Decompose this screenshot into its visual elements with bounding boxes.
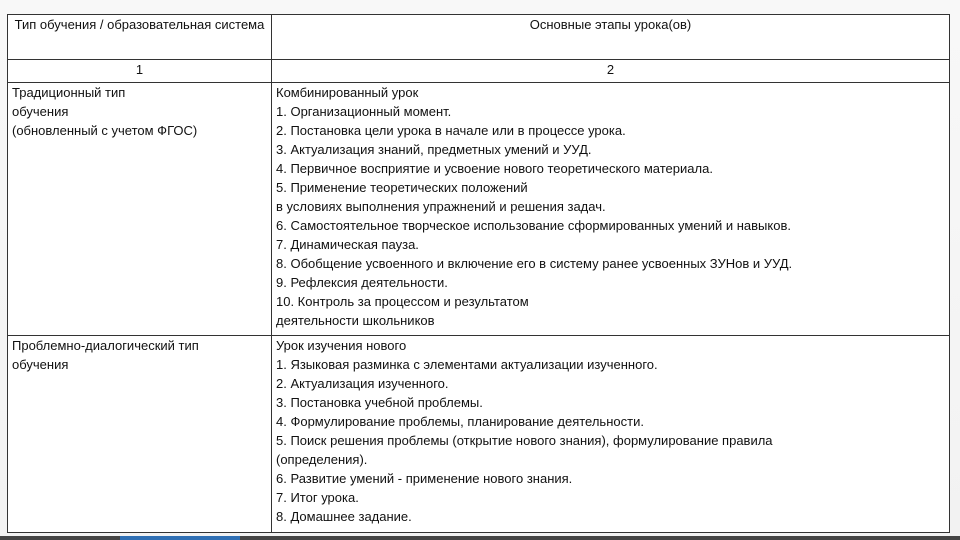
stage-line: 8. Обобщение усвоенного и включение его в систему ранее усвоенных ЗУНов и УУД. bbox=[276, 256, 793, 271]
stage-line: 2. Актуализация изученного. bbox=[276, 376, 449, 391]
number-row bbox=[8, 60, 950, 83]
stage-line: 2. Постановка цели урока в начале или в процессе урока. bbox=[276, 123, 626, 138]
type-line: обучения bbox=[12, 104, 69, 119]
header-col1: Тип обучения / образовательная система bbox=[8, 15, 272, 60]
stage-line: Комбинированный урок bbox=[276, 85, 419, 100]
stage-line: деятельности школьников bbox=[276, 313, 435, 328]
stage-line: 1. Языковая разминка с элементами актуализации изученного. bbox=[276, 357, 658, 372]
stage-line: 5. Применение теоретических положений bbox=[276, 180, 528, 195]
lesson-stages-table bbox=[7, 14, 950, 533]
stage-line: 9. Рефлексия деятельности. bbox=[276, 275, 448, 290]
stage-line: 1. Организационный момент. bbox=[276, 104, 452, 119]
type-line: Традиционный тип bbox=[12, 85, 126, 100]
number-col1: 1 bbox=[8, 60, 272, 83]
type-cell bbox=[8, 83, 272, 336]
table-row bbox=[8, 336, 950, 533]
stage-line: 6. Самостоятельное творческое использование сформированных умений и навыков. bbox=[276, 218, 791, 233]
stage-line: 4. Формулирование проблемы, планирование деятельности. bbox=[276, 414, 644, 429]
stage-line: 4. Первичное восприятие и усвоение нового теоретического материала. bbox=[276, 161, 713, 176]
stage-line: 6. Развитие умений - применение нового знания. bbox=[276, 471, 573, 486]
type-line: Проблемно-диалогический тип bbox=[12, 338, 199, 353]
type-cell bbox=[8, 336, 272, 533]
bottom-accent-bar bbox=[120, 536, 240, 540]
stage-line: Урок изучения нового bbox=[276, 338, 407, 353]
stages-cell bbox=[272, 336, 950, 533]
stage-line: 3. Постановка учебной проблемы. bbox=[276, 395, 483, 410]
stage-line: 5. Поиск решения проблемы (открытие нового знания), формулирование правила bbox=[276, 433, 773, 448]
stage-line: 7. Динамическая пауза. bbox=[276, 237, 419, 252]
stage-line: в условиях выполнения упражнений и решения задач. bbox=[276, 199, 606, 214]
type-line: (обновленный с учетом ФГОС) bbox=[12, 123, 198, 138]
stage-line: 3. Актуализация знаний, предметных умений и УУД. bbox=[276, 142, 592, 157]
header-col2: Основные этапы урока(ов) bbox=[272, 15, 950, 60]
stages-cell bbox=[272, 83, 950, 336]
stage-line: 10. Контроль за процессом и результатом bbox=[276, 294, 529, 309]
table-row bbox=[8, 83, 950, 336]
stage-line: 7. Итог урока. bbox=[276, 490, 359, 505]
stage-line: 8. Домашнее задание. bbox=[276, 509, 412, 524]
type-line: обучения bbox=[12, 357, 69, 372]
stage-line: (определения). bbox=[276, 452, 368, 467]
number-col2: 2 bbox=[272, 60, 950, 83]
header-row bbox=[8, 15, 950, 60]
